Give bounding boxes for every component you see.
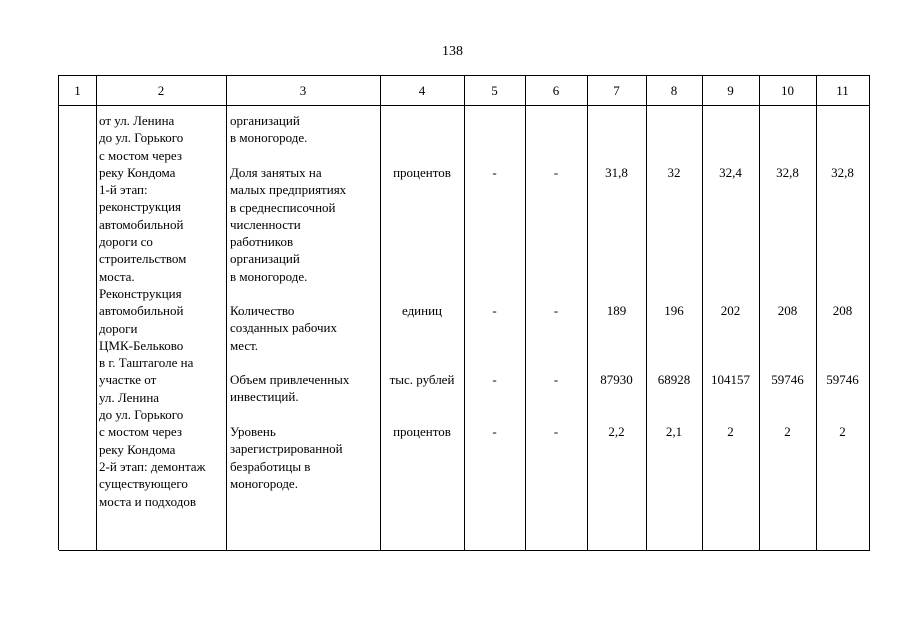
unit-cell: тыс. рублей — [389, 372, 455, 387]
value-cell-11: 208 — [832, 303, 853, 318]
page-number: 138 — [442, 44, 463, 59]
table-right-border — [869, 76, 870, 550]
value-cell-9: 104157 — [711, 372, 750, 387]
value-cell-6: - — [553, 424, 559, 439]
value-cell-10: 32,8 — [776, 165, 799, 180]
header-cell-11: 11 — [836, 83, 849, 98]
indicator-lead-text: организаций в моногороде. — [230, 113, 308, 146]
indicator-name: Доля занятых на малых предприятиях в среднесписочной численности работников организаций в моногороде. — [230, 165, 347, 284]
indicator-name: Объем привлеченных инвестиций. — [230, 372, 350, 405]
column-divider — [96, 76, 97, 550]
value-cell-6: - — [553, 165, 559, 180]
value-cell-8: 2,1 — [665, 424, 683, 439]
header-cell-10: 10 — [781, 83, 794, 98]
header-cell-6: 6 — [552, 83, 560, 98]
value-cell-9: 202 — [720, 303, 741, 318]
object-description: от ул. Ленина до ул. Горького с мостом через реку Кондома 1-й этап: реконструкция автомобильной дороги со строительством моста. Реконструкция автомобильной дороги ЦМК-Бельково в г. Таштаголе на участке от ул. Ленина до ул. Горького с мостом через реку Кондома 2-й этап: демонтаж существующего моста и подходов — [99, 113, 206, 509]
header-cell-7: 7 — [613, 83, 620, 98]
value-cell-8: 68928 — [657, 372, 691, 387]
header-cell-8: 8 — [670, 83, 678, 98]
value-cell-9: 32,4 — [719, 165, 742, 180]
value-cell-7: 31,8 — [605, 165, 628, 180]
value-cell-10: 208 — [777, 303, 798, 318]
header-cell-5: 5 — [491, 83, 498, 98]
indicator-name: Уровень зарегистрированной безработицы в моногороде. — [230, 424, 343, 491]
indicator-name: Количество созданных рабочих мест. — [230, 303, 337, 353]
unit-cell: процентов — [393, 424, 451, 439]
value-cell-11: 59746 — [826, 372, 859, 387]
value-cell-10: 59746 — [771, 372, 804, 387]
value-cell-5: - — [492, 303, 497, 318]
value-cell-5: - — [492, 424, 497, 439]
header-cell-9: 9 — [727, 83, 734, 98]
value-cell-7: 189 — [606, 303, 627, 318]
table-bottom-border — [59, 550, 870, 551]
program-table — [58, 75, 870, 550]
value-cell-8: 32 — [667, 165, 681, 180]
header-cell-4: 4 — [418, 83, 426, 98]
header-cell-2: 2 — [157, 83, 165, 98]
header-divider — [59, 105, 870, 106]
value-cell-6: - — [553, 303, 559, 318]
value-cell-7: 87930 — [600, 372, 633, 387]
value-cell-11: 32,8 — [831, 165, 854, 180]
value-cell-10: 2 — [784, 424, 791, 439]
unit-cell: единиц — [401, 303, 443, 318]
header-cell-3: 3 — [299, 83, 307, 98]
header-cell-1: 1 — [74, 83, 81, 98]
value-cell-8: 196 — [664, 303, 684, 318]
value-cell-11: 2 — [839, 424, 846, 439]
value-cell-9: 2 — [727, 424, 734, 439]
column-divider — [226, 76, 227, 550]
value-cell-7: 2,2 — [608, 424, 625, 439]
value-cell-6: - — [553, 372, 559, 387]
value-cell-5: - — [492, 372, 497, 387]
unit-cell: процентов — [393, 165, 451, 180]
value-cell-5: - — [492, 165, 497, 180]
